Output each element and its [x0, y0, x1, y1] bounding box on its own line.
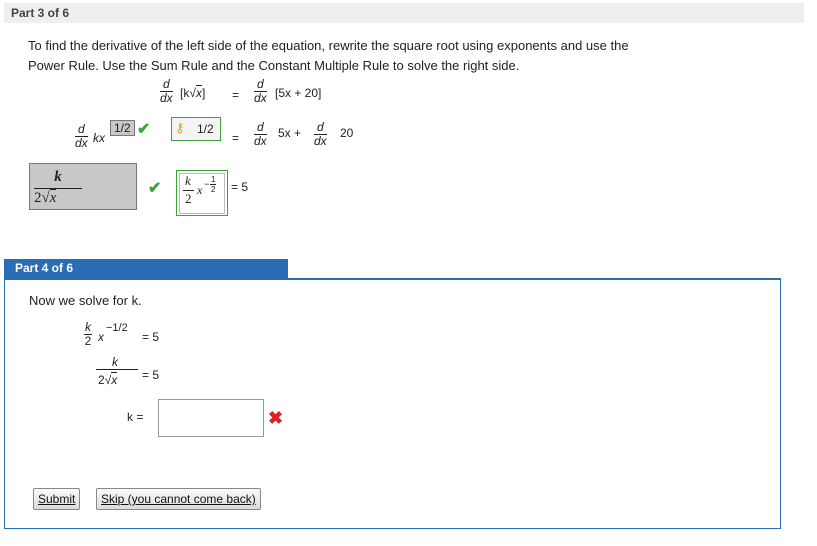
part3-header-bar [4, 3, 804, 23]
eq-top-right-expr: [5x + 20] [275, 86, 322, 100]
ddx-right-top: $\frac{d}{dx}$ [254, 77, 267, 105]
k-equals-label: k = [127, 410, 144, 424]
exp-den: 2 [211, 185, 216, 194]
k-l2: k [112, 355, 118, 369]
five-x-term: 5x + [278, 126, 302, 140]
k-over-2: $\frac{k}{2}$ [84, 320, 92, 348]
twenty-term: 20 [340, 126, 354, 140]
rhs-l1: = 5 [142, 330, 160, 344]
x-term: x [197, 183, 203, 197]
kx-term: kx [93, 131, 105, 145]
instructions-line-2: Power Rule. Use the Sum Rule and the Constant Multiple Rule to solve the right side. [28, 58, 520, 73]
submit-button[interactable]: Submit [33, 488, 80, 510]
row3-equals-5: = 5 [231, 180, 249, 194]
part4-intro: Now we solve for k. [29, 293, 142, 308]
x-term-l1: x [98, 330, 104, 344]
answer-box-k-over-2sqrtx [29, 163, 137, 210]
denominator-l2: 2√x [98, 373, 118, 387]
row2-equals: = [232, 131, 240, 145]
exponent-answer-box: 1/2 [110, 120, 135, 136]
incorrect-x-icon: ✖ [268, 408, 284, 428]
check-icon: ✔ [137, 121, 151, 138]
part4-title: Part 4 of 6 [15, 261, 74, 275]
eq-top-equals: = [232, 88, 240, 102]
frac-k-small: k [185, 173, 191, 188]
part3-instructions [28, 36, 768, 76]
frac-denominator: 2√x [34, 190, 57, 206]
frac-bar [34, 188, 82, 189]
rhs-l2: = 5 [142, 368, 160, 382]
frac-2-small: 2 [185, 191, 192, 206]
check-icon-row3: ✔ [148, 180, 162, 197]
hint-answer-box[interactable] [171, 117, 221, 141]
ddx-row2-mid: $\frac{d}{dx}$ [254, 120, 267, 148]
exp-minus: − [204, 179, 210, 189]
exp-num: 1 [211, 175, 216, 184]
hint-answer-value: 1/2 [197, 122, 214, 136]
key-icon: ⚷ [175, 120, 185, 135]
instructions-line-1: To find the derivative of the left side of the equation, rewrite the square root using exponents and use the [28, 38, 629, 53]
green-answer-box [176, 170, 228, 216]
exp-l1: −1/2 [106, 322, 128, 334]
eq-top-left-expr: [k√x] [180, 86, 206, 100]
frac-bar-l2 [96, 369, 138, 370]
ddx-row2-left: $\frac{d}{dx}$ [75, 122, 88, 150]
ddx-row2-right: $\frac{d}{dx}$ [314, 120, 327, 148]
skip-button[interactable]: Skip (you cannot come back) [96, 488, 261, 510]
frac-k: k [54, 169, 62, 185]
k-answer-input[interactable] [158, 399, 264, 437]
ddx-left-top: $\frac{d}{dx}$ [160, 77, 173, 105]
part3-title: Part 3 of 6 [11, 6, 70, 20]
